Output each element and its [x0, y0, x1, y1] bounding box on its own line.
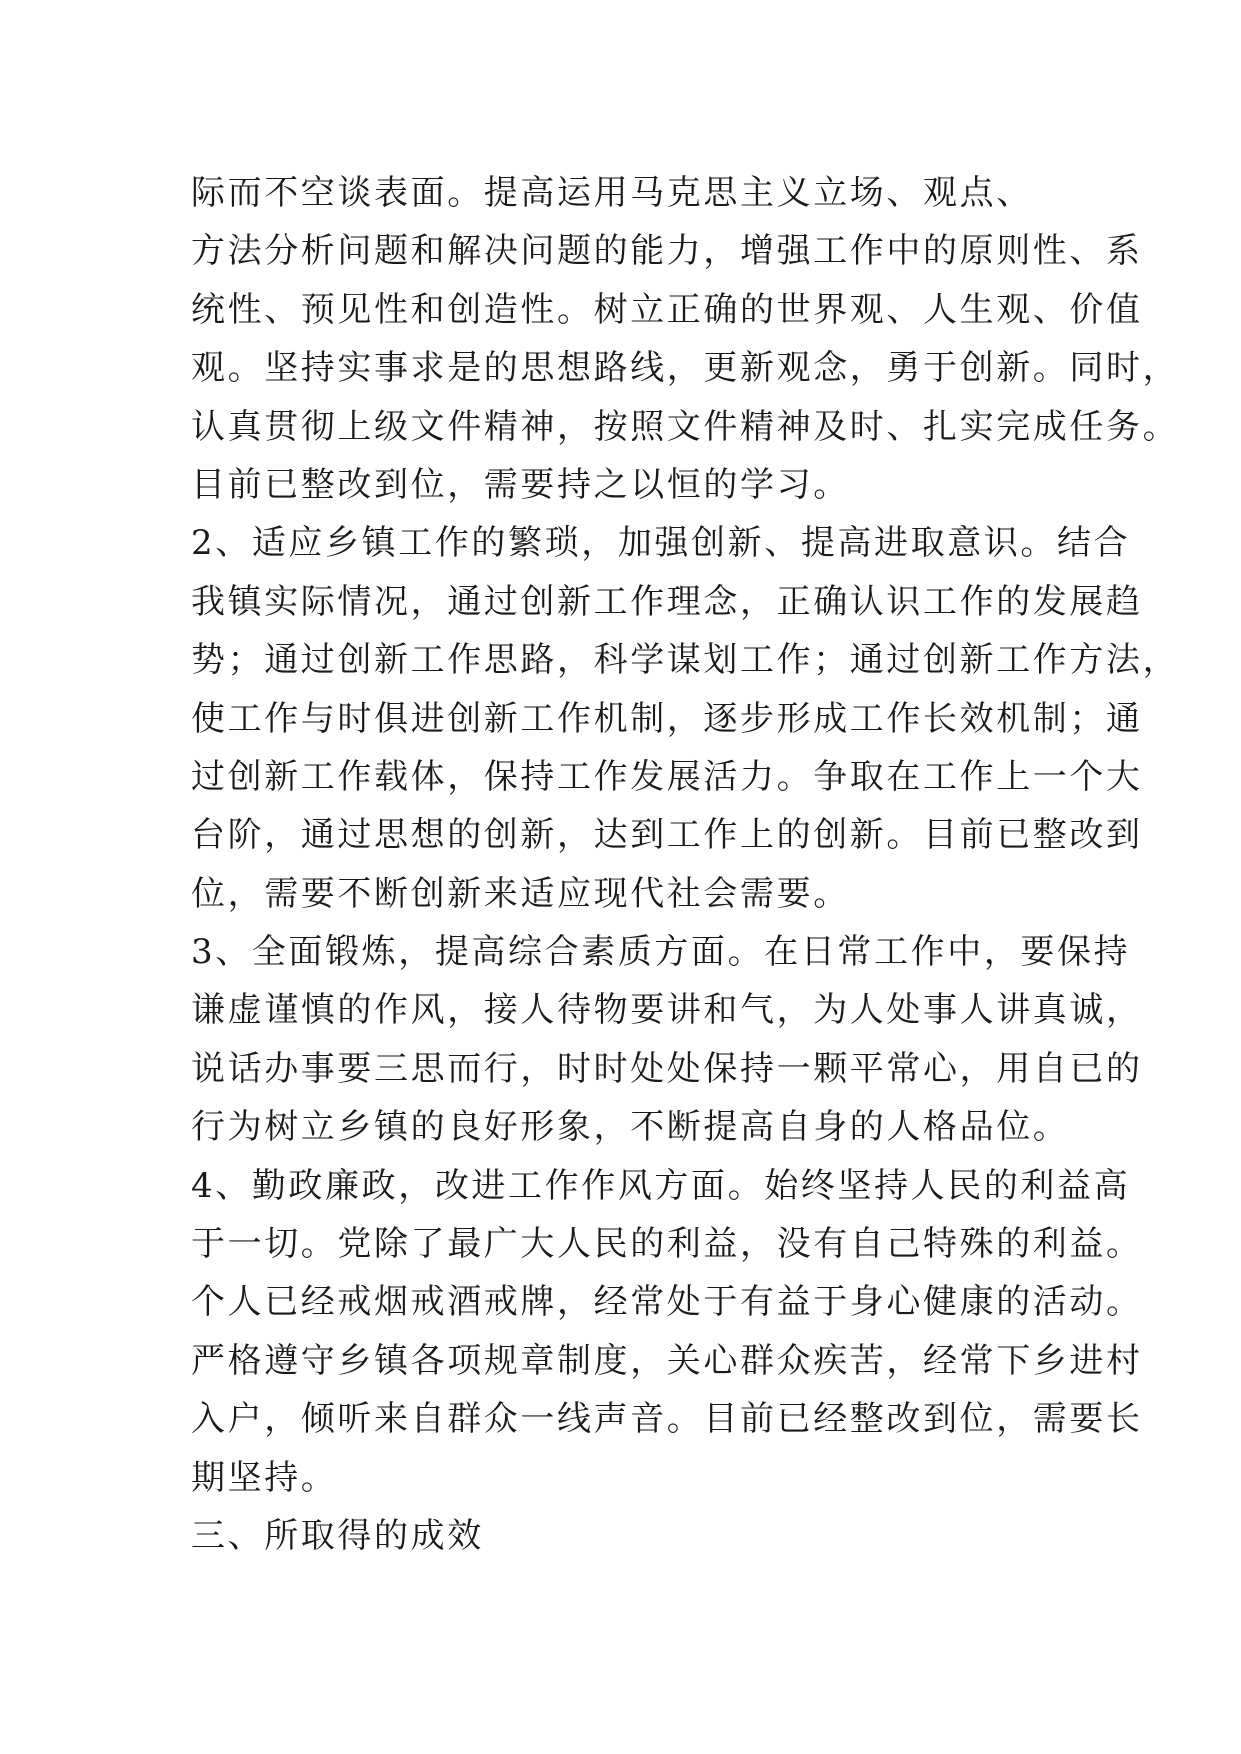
text-line: 际而不空谈表面。提高运用马克思主义立场、观点、	[191, 173, 1033, 213]
text-line: 严格遵守乡镇各项规章制度，关心群众疾苦，经常下乡进村	[191, 1340, 1143, 1381]
text-line: 个人已经戒烟戒酒戒牌，经常处于有益于身心健康的活动。	[191, 1282, 1143, 1323]
text-line: 2、适应乡镇工作的繁琐，加强创新、提高进取意识。结合	[191, 523, 1131, 564]
text-line: 势；通过创新工作思路，科学谋划工作；通过创新工作方法，	[191, 640, 1180, 681]
text-line: 于一切。党除了最广大人民的利益，没有自己特殊的利益。	[191, 1224, 1143, 1265]
text-line: 我镇实际情况，通过创新工作理念，正确认识工作的发展趋	[191, 581, 1143, 622]
text-line: 统性、预见性和创造性。树立正确的世界观、人生观、价值	[191, 289, 1143, 330]
text-line: 观。坚持实事求是的思想路线，更新观念，勇于创新。同时，	[191, 348, 1180, 389]
text-line: 3、全面锻炼，提高综合素质方面。在日常工作中，要保持	[191, 932, 1131, 973]
section-heading: 三、所取得的成效	[191, 1515, 484, 1556]
text-line: 目前已整改到位，需要持之以恒的学习。	[191, 464, 850, 505]
text-line: 说话办事要三思而行，时时处处保持一颗平常心，用自已的	[191, 1048, 1143, 1089]
text-line: 期坚持。	[191, 1457, 338, 1498]
text-line: 过创新工作载体，保持工作发展活力。争取在工作上一个大	[191, 756, 1143, 797]
text-line: 使工作与时俱进创新工作机制，逐步形成工作长效机制；通	[191, 698, 1143, 739]
text-line: 方法分析问题和解决问题的能力，增强工作中的原则性、系	[191, 231, 1143, 272]
text-line: 入户，倾听来自群众一线声音。目前已经整改到位，需要长	[191, 1399, 1143, 1440]
text-line: 4、勤政廉政，改进工作作风方面。始终坚持人民的利益高	[191, 1165, 1131, 1206]
text-line: 谦虚谨慎的作风，接人待物要讲和气，为人处事人讲真诚，	[191, 990, 1143, 1031]
text-line: 位，需要不断创新来适应现代社会需要。	[191, 873, 850, 914]
text-line: 认真贯彻上级文件精神，按照文件精神及时、扎实完成任务。	[191, 406, 1180, 447]
document-body	[191, 164, 1180, 1565]
text-line: 行为树立乡镇的良好形象，不断提高自身的人格品位。	[191, 1107, 1070, 1148]
text-line: 台阶，通过思想的创新，达到工作上的创新。目前已整改到	[191, 815, 1143, 856]
